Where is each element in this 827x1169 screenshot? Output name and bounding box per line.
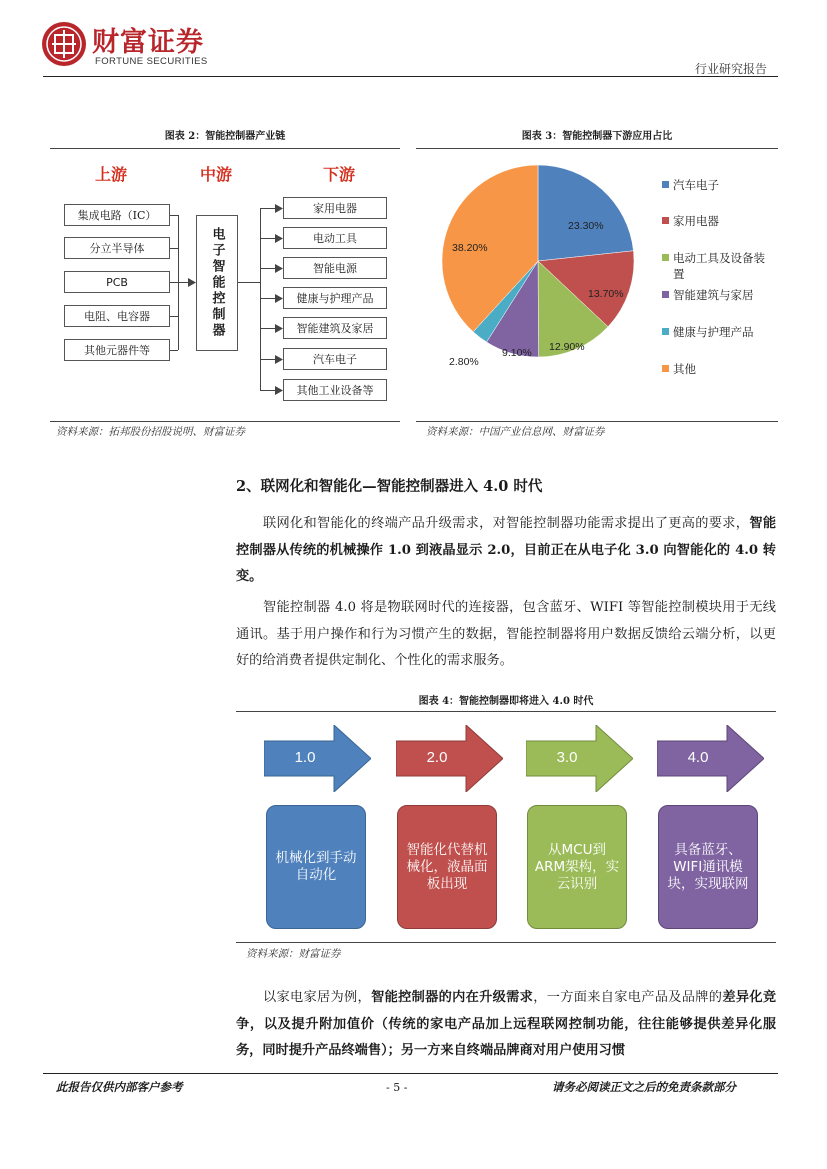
p3-s8: ）；另一方来自终端品牌商对用户使用习惯: [381, 1043, 626, 1058]
legend-label: 其他: [673, 362, 696, 376]
downstream-box: 健康与护理产品: [283, 287, 387, 309]
connector: [260, 328, 276, 329]
figure3-title: 图表 3：智能控制器下游应用占比: [521, 131, 673, 142]
section-heading: 2、联网化和智能化—智能控制器进入 4.0 时代: [236, 478, 543, 495]
stage-card: 具备蓝牙、WIFI通讯模块，实现联网: [658, 805, 758, 929]
footer-right: 请务必阅读正文之后的免责条款部分: [552, 1080, 736, 1094]
pie-data-label: 9.10%: [502, 347, 532, 359]
upstream-box: 电阻、电容器: [64, 305, 170, 327]
connector: [238, 282, 260, 283]
stage-label: 1.0: [294, 749, 316, 766]
arrow-right-icon: [275, 355, 283, 364]
figure2-title: 图表 2：智能控制器产业链: [164, 131, 286, 142]
supply-chain-diagram: [50, 150, 400, 420]
arrow-right-icon: [275, 386, 283, 395]
legend-label: 家用电器: [673, 214, 719, 228]
figure2-top-rule: [50, 148, 400, 149]
connector: [260, 268, 276, 269]
figure4-bottom-rule: [236, 942, 776, 943]
legend-label: 电动工具及设备装置: [673, 251, 765, 281]
p3-s4: 差异化竞争: [236, 990, 776, 1032]
stage-card: 智能化代替机械化，液晶面板出现: [397, 805, 497, 929]
downstream-box: 智能建筑及家居: [283, 317, 387, 339]
legend-label: 智能建筑与家居: [673, 288, 754, 302]
logo-emblem-icon: [40, 20, 88, 68]
downstream-box: 其他工业设备等: [283, 379, 387, 401]
legend-swatch: [662, 217, 669, 224]
figure3-source: 资料来源：中国产业信息网、财富证券: [426, 426, 605, 438]
arrow-right-icon: [275, 234, 283, 243]
paragraph-2: 智能控制器 4.0 将是物联网时代的连接器，包含蓝牙、WIFI 等智能控制模块用于无线通讯。基于用户操作和行为习惯产生的数据，智能控制器将用户数据反馈给云端分析，以更好的给消费者提供定制化、个性化的需求服务。: [236, 600, 776, 668]
figure2-bottom-rule: [50, 421, 400, 422]
stage-upstream: 上游: [95, 165, 128, 184]
p3-s7: （传统的家电产品加上远程联网控制功能，往往能够提供差异化服务，同时提升产品终端售: [236, 1016, 776, 1058]
figure4-source: 资料来源：财富证券: [246, 948, 341, 960]
footer-left: 此报告仅供内部客户参考: [56, 1080, 183, 1094]
legend-label: 健康与护理产品: [673, 325, 754, 339]
p3-s1: 以家电家居为例，: [263, 990, 372, 1005]
downstream-box: 汽车电子: [283, 348, 387, 370]
figure2-source: 资料来源：拓邦股份招股说明、财富证券: [56, 426, 245, 438]
p3-s3: ，一方面来自家电产品及品牌的: [533, 990, 723, 1005]
stage-downstream: 下游: [323, 165, 356, 184]
connector: [260, 298, 276, 299]
midstream-label: 电子智能控制器: [209, 227, 225, 339]
midstream-box: [196, 215, 238, 351]
logo-en-text: FORTUNE SECURITIES: [95, 56, 208, 67]
p3-s2: 智能控制器的内在升级需求: [371, 990, 534, 1005]
header-rule: [43, 76, 778, 77]
report-type: 行业研究报告: [695, 62, 768, 76]
legend-swatch: [662, 365, 669, 372]
connector: [170, 248, 178, 249]
upstream-box: 其他元器件等: [64, 339, 170, 361]
pie-data-label: 38.20%: [452, 242, 488, 254]
arrow-right-icon: [275, 294, 283, 303]
arrow-right-icon: [275, 324, 283, 333]
p3-s6: 提升附加值价: [291, 1016, 375, 1032]
connector: [170, 316, 178, 317]
figure3-top-rule: [416, 148, 778, 149]
pie-data-label: 23.30%: [568, 220, 604, 232]
logo-cn-text: 财富证券: [92, 27, 204, 58]
stage-label: 4.0: [687, 749, 709, 766]
connector: [260, 208, 276, 209]
pie-data-label: 2.80%: [449, 356, 479, 368]
legend-swatch: [662, 254, 669, 261]
downstream-box: 电动工具: [283, 227, 387, 249]
arrow-right-icon: [275, 204, 283, 213]
upstream-box: 分立半导体: [64, 237, 170, 259]
legend-swatch: [662, 181, 669, 188]
pie-slice: [538, 165, 633, 261]
upstream-box: 集成电路（IC）: [64, 204, 170, 226]
paragraph-1: [236, 511, 776, 591]
footer-rule: [43, 1073, 778, 1074]
connector: [260, 359, 276, 360]
connector: [260, 238, 276, 239]
p1-bold: 智能控制器从传统的机械操作 1.0 到液晶显示 2.0，目前正在从电子化 3.0 向智能化的 4.0 转变。: [236, 516, 777, 584]
header: [0, 0, 827, 80]
p1-normal: 联网化和智能化的终端产品升级需求，对智能控制器功能需求提出了更高的要求，: [263, 516, 750, 531]
figure3-bottom-rule: [416, 421, 778, 422]
arrow-right-icon: [188, 278, 196, 287]
paragraph-3: [236, 985, 776, 1065]
stage-card: 从MCU到ARM架构，实云识别: [527, 805, 627, 929]
stage-midstream: 中游: [200, 165, 233, 184]
legend-label: 汽车电子: [673, 178, 719, 192]
upstream-box: PCB: [64, 271, 170, 293]
downstream-box: 智能电源: [283, 257, 387, 279]
connector: [170, 350, 178, 351]
p3-s5: ，以及: [249, 1016, 292, 1032]
pie-data-label: 13.70%: [588, 288, 624, 300]
downstream-box: 家用电器: [283, 197, 387, 219]
connector: [260, 390, 276, 391]
legend-swatch: [662, 291, 669, 298]
legend-swatch: [662, 328, 669, 335]
arrow-right-icon: [275, 264, 283, 273]
page-number: - 5 -: [386, 1081, 408, 1094]
stage-card: 机械化到手动自动化: [266, 805, 366, 929]
connector: [260, 208, 261, 390]
pie-data-label: 12.90%: [549, 341, 585, 353]
stage-label: 3.0: [556, 749, 578, 766]
connector: [170, 215, 178, 216]
figure4-title: 图表 4：智能控制器即将进入 4.0 时代: [418, 696, 594, 707]
evolution-graphic: [236, 712, 776, 942]
stage-label: 2.0: [426, 749, 448, 766]
